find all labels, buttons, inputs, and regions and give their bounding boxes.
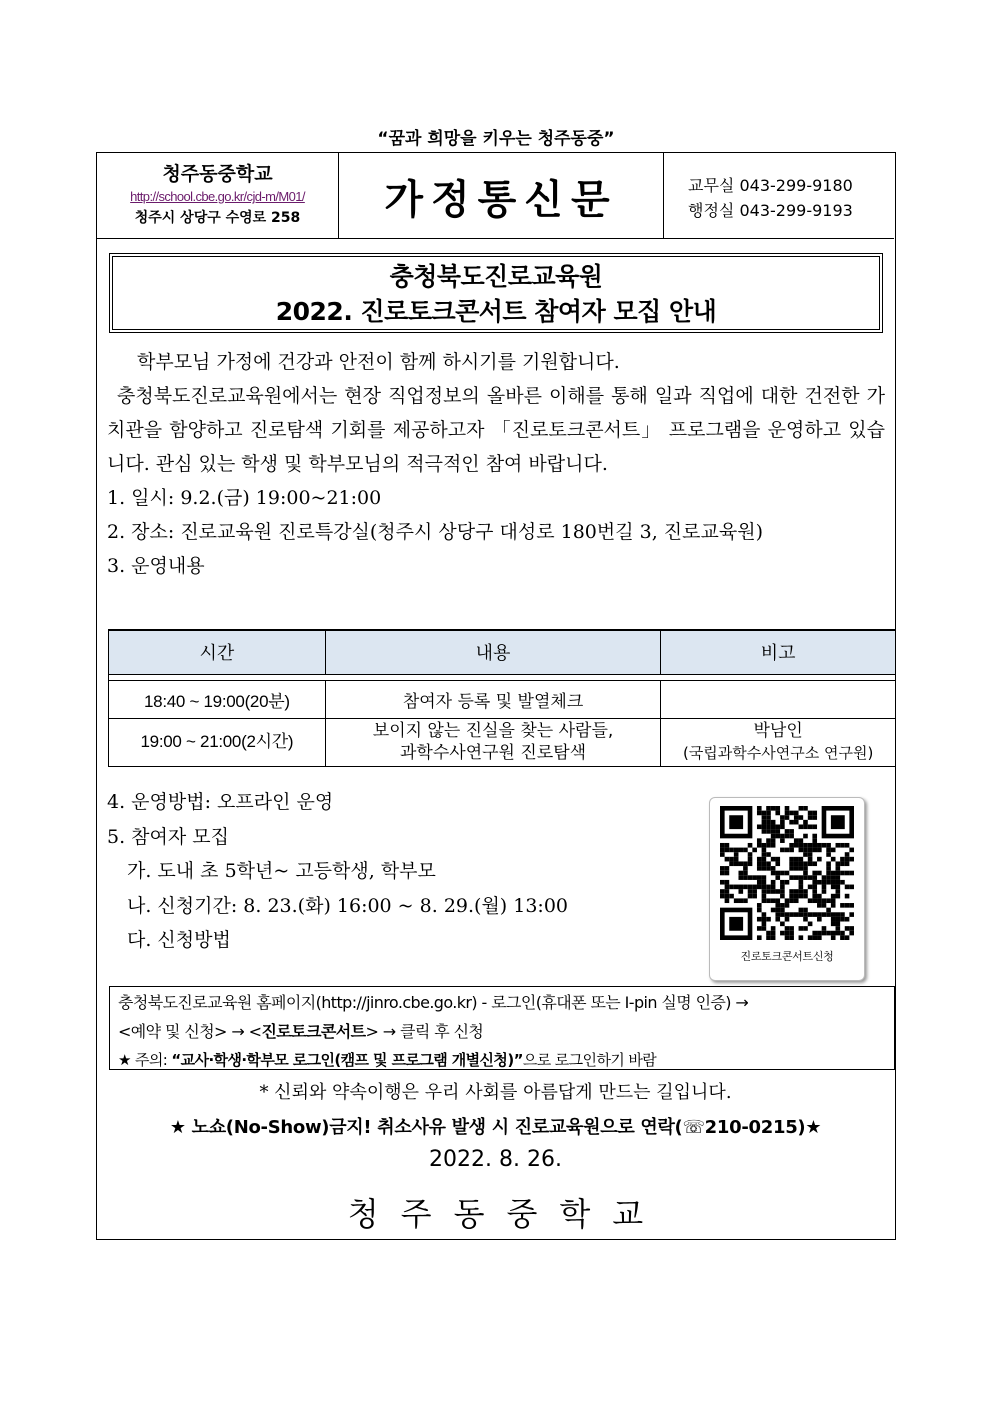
newsletter-frame <box>96 152 896 1240</box>
school-info <box>97 153 339 239</box>
notice-title-line2: 2022. 진로토크콘서트 참여자 모집 안내 <box>275 297 717 326</box>
qr-caption: 진로토크콘서트신청 <box>740 950 834 963</box>
school-name: 청주동중학교 <box>162 163 273 185</box>
school-address: 청주시 상당구 수영로 258 <box>134 210 301 226</box>
school-signature: 청주동중학교 <box>347 1195 666 1233</box>
phone-label: 행정실 <box>688 201 735 220</box>
note-cell <box>661 680 896 718</box>
phone-label: 교무실 <box>688 176 735 195</box>
sub-target: 가. 도내 초 5학년~ 고등학생, 학부모 <box>127 860 436 882</box>
table-header-row <box>109 630 896 674</box>
page-title: 가정통신문 <box>339 153 664 239</box>
time-cell: 18:40 ~ 19:00(20분) <box>109 680 326 718</box>
program-table <box>108 629 896 767</box>
notice-body <box>107 345 885 583</box>
table-row <box>109 718 896 766</box>
sub-method: 다. 신청방법 <box>127 929 231 951</box>
apply-line1: 충청북도진로교육원 홈페이지(http://jinro.cbe.go.kr) - 로그인(휴대폰 또는 I-pin 실명 인증) → <box>118 993 749 1012</box>
apply-caution: ★ 주의: “교사·학생·학부모 로그인(캠프 및 프로그램 개별신청)”으로 로그인하기 바람 <box>118 1051 657 1069</box>
program-name: 진로토크콘서트 <box>261 1022 366 1041</box>
table-row <box>109 680 896 718</box>
column-header: 내용 <box>325 630 661 674</box>
intro-text: 충청북도진로교육원에서는 현장 직업정보의 올바른 이해를 통해 일과 직업에 대한 건전한 가치관을 함양하고 진로탐색 기회를 제공하고자 「진로토크콘서트」 프로그램을 운영하고 있습니다. 관심 있는 학생 및 학부모님의 적극적인 참여 바랍니다. <box>107 385 885 475</box>
notice-title-line1: 충청북도진로교육원 <box>389 262 603 291</box>
trust-note: * 신뢰와 약속이행은 우리 사회를 아름답게 만드는 길입니다. <box>259 1082 732 1103</box>
item-program: 3. 운영내용 <box>107 555 205 577</box>
greeting-text: 학부모님 가정에 건강과 안전이 함께 하시기를 기원합니다. <box>137 351 620 373</box>
phone-number: 043-299-9193 <box>739 201 853 220</box>
item-place: 2. 장소: 진로교육원 진로특강실(청주시 상당구 대성로 180번길 3, 진로교육원) <box>107 521 763 543</box>
time-cell: 19:00 ~ 21:00(2시간) <box>109 718 326 766</box>
notice-title-box <box>109 253 883 333</box>
login-type: “교사·학생·학부모 로그인(캠프 및 프로그램 개별신청)” <box>171 1051 523 1069</box>
phone-row-office <box>688 173 894 198</box>
sub-period: 나. 신청기간: 8. 23.(화) 16:00 ~ 8. 29.(월) 13:00 <box>127 894 569 917</box>
column-header: 비고 <box>661 630 896 674</box>
apply-instructions <box>109 986 895 1070</box>
item-date: 1. 일시: 9.2.(금) 19:00~21:00 <box>107 487 382 509</box>
column-header: 시간 <box>109 630 326 674</box>
motto: “꿈과 희망을 키우는 청주동중” <box>377 129 615 149</box>
qr-card[interactable] <box>709 797 865 981</box>
recruit-section <box>107 785 707 958</box>
issue-date: 2022. 8. 26. <box>429 1147 562 1172</box>
noshow-warning: ★ 노쇼(No-Show)금지! 취소사유 발생 시 진로교육원으로 연락(☏210-0215)★ <box>169 1117 822 1138</box>
header <box>97 153 894 239</box>
item-recruit: 5. 참여자 모집 <box>107 825 229 848</box>
qr-code-icon[interactable] <box>720 806 854 940</box>
item-method: 4. 운영방법: 오프라인 운영 <box>107 791 334 813</box>
phone-number: 043-299-9180 <box>739 176 853 195</box>
content-cell: 참여자 등록 및 발열체크 <box>325 680 661 718</box>
apply-line2: <예약 및 신청> → <진로토크콘서트> → 클릭 후 신청 <box>118 1022 484 1041</box>
contact-phones <box>664 153 894 239</box>
school-url-link[interactable]: http://school.cbe.go.kr/cjd-m/M01/ <box>130 189 305 204</box>
note-cell: 박남인 (국립과학수사연구소 연구원) <box>661 718 896 766</box>
content-cell: 보이지 않는 진실을 찾는 사람들, 과학수사연구원 진로탐색 <box>325 718 661 766</box>
phone-row-admin <box>688 198 894 223</box>
